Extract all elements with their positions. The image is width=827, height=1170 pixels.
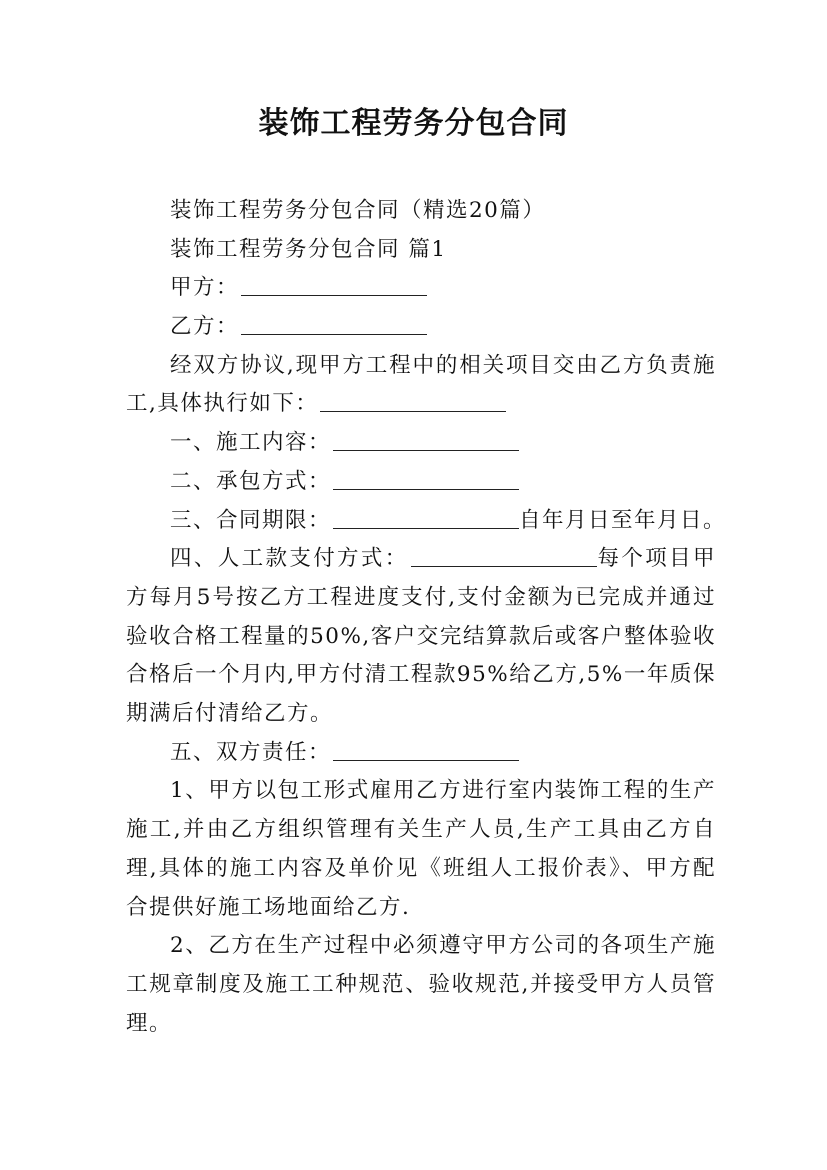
intro-text: 经双方协议,现甲方工程中的相关项目交由乙方负责施工,具体执行如下： <box>126 352 716 417</box>
item1-label: 一、施工内容： <box>170 430 332 456</box>
item4-paragraph <box>126 540 716 734</box>
item5-label: 五、双方责任： <box>170 739 332 765</box>
document-subtitle: 装饰工程劳务分包合同（精选20篇） <box>170 198 546 223</box>
document-body <box>126 192 727 1043</box>
item1-blank <box>333 430 519 451</box>
item3-label: 三、合同期限： <box>170 507 332 533</box>
item5-blank <box>333 740 519 761</box>
item2-blank <box>333 469 519 490</box>
clause2-paragraph: 2、乙方在生产过程中必须遵守甲方公司的各项生产施工规章制度及施工工种规范、验收规范,并接受甲方人员管理。 <box>126 933 716 1036</box>
item5-line <box>126 734 716 773</box>
party-b-blank <box>241 314 427 335</box>
item3-blank <box>333 508 519 529</box>
item4-label: 四、人工款支付方式： <box>170 546 409 572</box>
intro-blank <box>320 391 506 412</box>
party-b-label: 乙方： <box>170 314 240 340</box>
intro-paragraph <box>126 347 716 424</box>
document-title: 装饰工程劳务分包合同 <box>258 106 569 141</box>
item4-text: 每个项目甲方每月5号按乙方工程进度支付,支付金额为已完成并通过验收合格工程量的50%,客户交完结算款后或客户整体验收合格后一个月内,甲方付清工程款95%给乙方,5%一年质保期满后付清给乙方。 <box>126 546 716 727</box>
party-a-label: 甲方： <box>170 275 240 301</box>
item3-line <box>126 502 727 541</box>
party-b-line <box>126 308 716 347</box>
section-heading: 装饰工程劳务分包合同 篇1 <box>170 236 447 262</box>
item4-blank <box>411 546 597 567</box>
item1-line <box>126 424 716 463</box>
item3-suffix: 自年月日至年月日。 <box>519 507 727 533</box>
item2-line <box>126 463 716 502</box>
party-a-line <box>126 269 716 308</box>
clause1-paragraph: 1、甲方以包工形式雇用乙方进行室内装饰工程的生产施工,并由乙方组织管理有关生产人员,生产工具由乙方自理,具体的施工内容及单价见《班组人工报价表》、甲方配合提供好施工场地面给乙方. <box>126 778 716 920</box>
item2-label: 二、承包方式： <box>170 468 332 494</box>
party-a-blank <box>241 275 427 296</box>
